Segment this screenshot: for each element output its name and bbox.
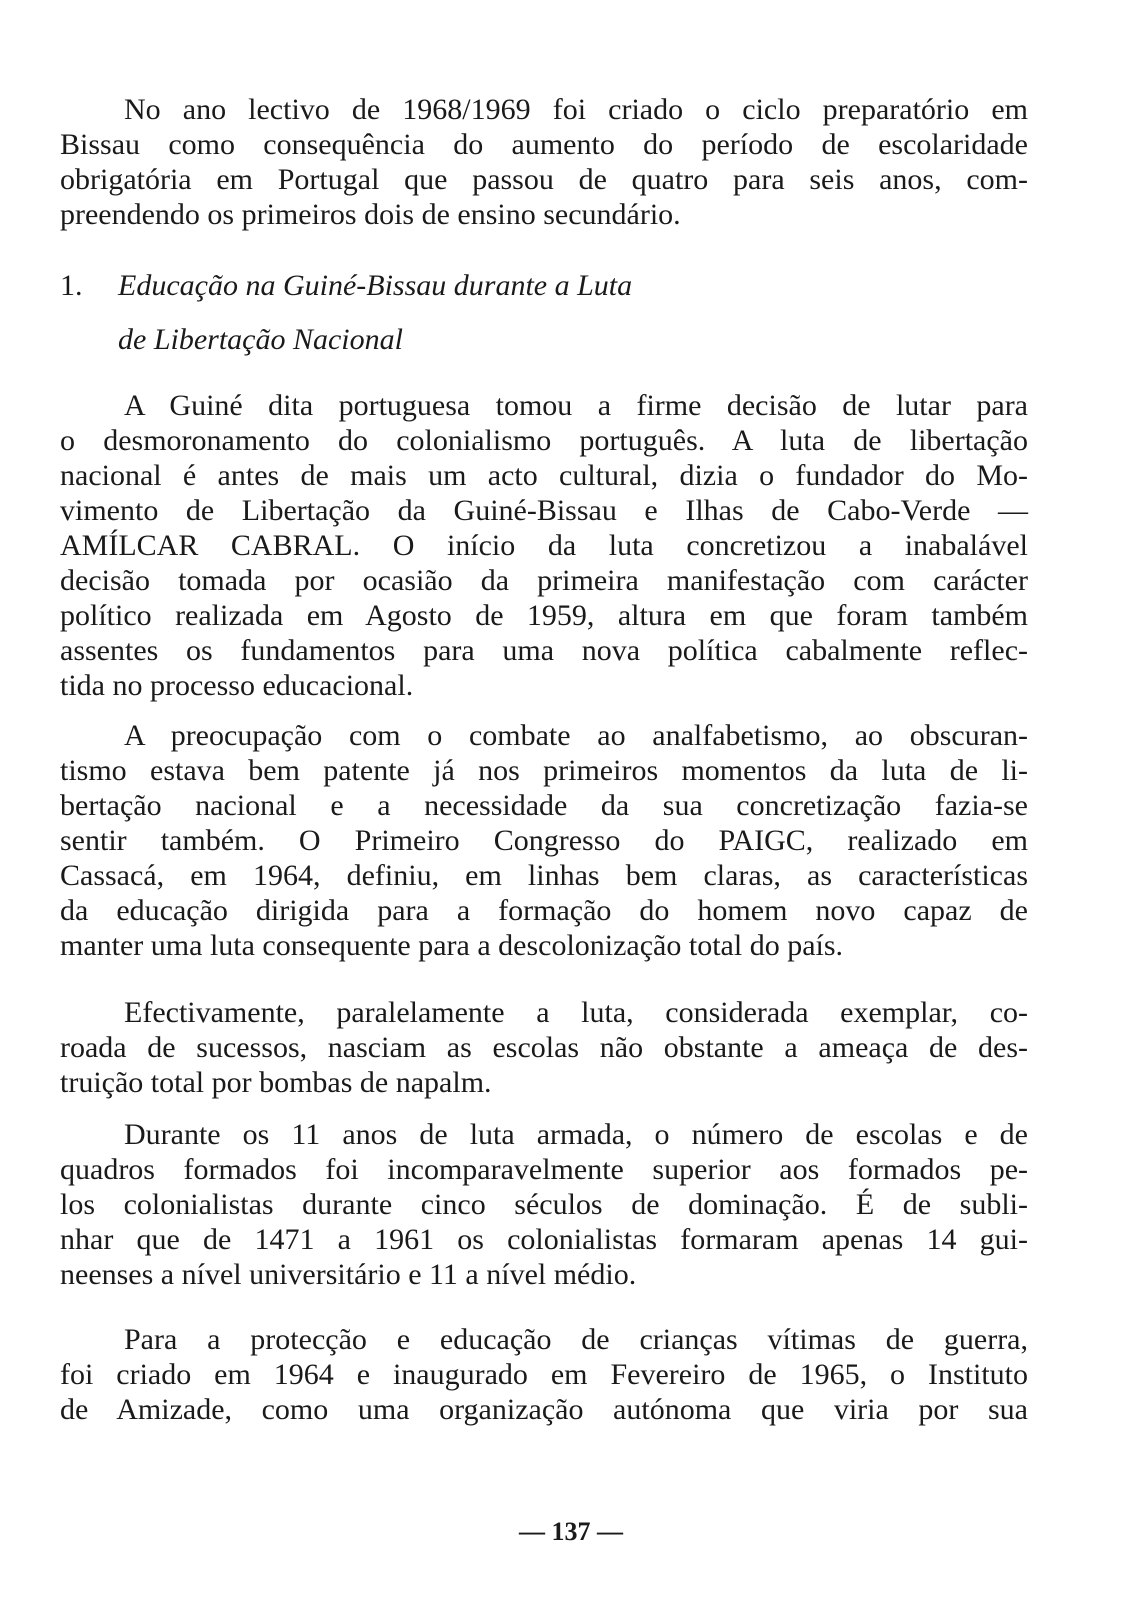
text-line: quadros formados foi incomparavelmente superior aos formados pe-	[60, 1153, 1028, 1186]
text-line: roada de sucessos, nasciam as escolas não obstante a ameaça de des-	[60, 1031, 1028, 1064]
text-line: tida no processo educacional.	[60, 669, 414, 702]
text-line: No ano lectivo de 1968/1969 foi criado o ciclo preparatório em	[124, 93, 1028, 126]
text-line: tismo estava bem patente já nos primeiros momentos da luta de li-	[60, 754, 1028, 787]
text-line: los colonialistas durante cinco séculos de dominação. É de subli-	[60, 1188, 1028, 1221]
text-line: obrigatória em Portugal que passou de quatro para seis anos, com-	[60, 163, 1028, 196]
text-line: da educação dirigida para a formação do homem novo capaz de	[60, 894, 1028, 927]
section-title-line1: Educação na Guiné-Bissau durante a Luta	[118, 269, 633, 302]
text-line: decisão tomada por ocasião da primeira manifestação com carácter	[60, 564, 1028, 597]
text-line: truição total por bombas de napalm.	[60, 1066, 492, 1099]
section-title-line2: de Libertação Nacional	[118, 323, 403, 356]
text-line: sentir também. O Primeiro Congresso do PAIGC, realizado em	[60, 824, 1028, 857]
body-paragraph	[60, 1322, 1028, 1427]
text-line: Efectivamente, paralelamente a luta, considerada exemplar, co-	[124, 996, 1028, 1029]
text-line: AMÍLCAR CABRAL. O início da luta concretizou a inabalável	[60, 529, 1028, 562]
text-line: Cassacá, em 1964, definiu, em linhas bem claras, as características	[60, 859, 1028, 892]
text-line: foi criado em 1964 e inaugurado em Fevereiro de 1965, o Instituto	[60, 1358, 1028, 1391]
page-number: — 137 —	[519, 1517, 623, 1546]
text-line: o desmoronamento do colonialismo português. A luta de libertação	[60, 424, 1028, 457]
text-line: A preocupação com o combate ao analfabetismo, ao obscuran-	[124, 719, 1028, 752]
text-line: Bissau como consequência do aumento do período de escolaridade	[60, 128, 1028, 161]
text-line: manter uma luta consequente para a descolonização total do país.	[60, 929, 844, 962]
text-line: Para a protecção e educação de crianças vítimas de guerra,	[124, 1323, 1028, 1356]
section-number: 1.	[60, 269, 83, 302]
section-heading	[60, 259, 632, 313]
text-line: nacional é antes de mais um acto cultural, dizia o fundador do Mo-	[60, 459, 1028, 492]
text-line: bertação nacional e a necessidade da sua concretização fazia-se	[60, 789, 1028, 822]
body-paragraph	[60, 1117, 1028, 1292]
body-paragraph	[60, 995, 1028, 1100]
text-line: nhar que de 1471 a 1961 os colonialistas formaram apenas 14 gui-	[60, 1223, 1028, 1256]
text-line: político realizada em Agosto de 1959, altura em que foram também	[60, 599, 1028, 632]
text-line: vimento de Libertação da Guiné-Bissau e Ilhas de Cabo-Verde —	[60, 494, 1028, 527]
text-line: assentes os fundamentos para uma nova política cabalmente reflec-	[60, 634, 1028, 667]
intro-paragraph	[60, 92, 1028, 232]
text-line: A Guiné dita portuguesa tomou a firme decisão de lutar para	[124, 389, 1028, 422]
text-line: preendendo os primeiros dois de ensino secundário.	[60, 198, 681, 231]
text-line: de Amizade, como uma organização autónoma que viria por sua	[60, 1393, 1028, 1426]
text-line: neenses a nível universitário e 11 a nível médio.	[60, 1258, 637, 1291]
body-paragraph	[60, 388, 1028, 703]
text-line: Durante os 11 anos de luta armada, o número de escolas e de	[124, 1118, 1028, 1151]
body-paragraph	[60, 718, 1028, 963]
